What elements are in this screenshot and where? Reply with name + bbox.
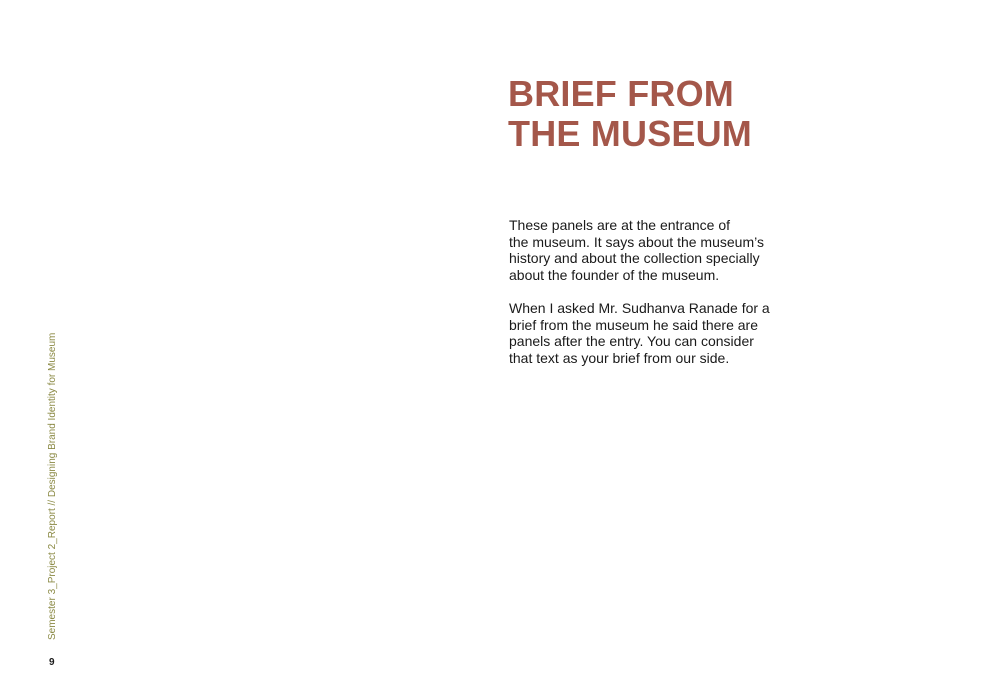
paragraph-1-line-2: the museum. It says about the museum’s <box>509 233 764 250</box>
paragraph-1 <box>509 217 799 283</box>
page-title-line-1: BRIEF FROM <box>508 73 734 114</box>
paragraph-2-line-2: brief from the museum he said there are <box>509 316 759 333</box>
paragraph-2-line-3: panels after the entry. You can consider <box>509 333 754 350</box>
page-number: 9 <box>49 657 55 668</box>
paragraph-2 <box>509 300 799 366</box>
paragraph-2-line-1: When I asked Mr. Sudhanva Ranade for a <box>509 299 770 316</box>
body-text <box>509 217 799 383</box>
paragraph-2-line-4: that text as your brief from our side. <box>509 349 730 366</box>
paragraph-1-line-1: These panels are at the entrance of <box>509 217 731 233</box>
paragraph-1-line-3: history and about the collection specially <box>509 250 760 267</box>
sidebar-report-label: Semester 3_Project 2_Report // Designing Brand Identity for Museum <box>47 332 58 640</box>
page-title-line-2: THE MUSEUM <box>508 113 752 154</box>
paragraph-1-line-4: about the founder of the museum. <box>509 266 720 283</box>
page-title <box>508 74 752 154</box>
